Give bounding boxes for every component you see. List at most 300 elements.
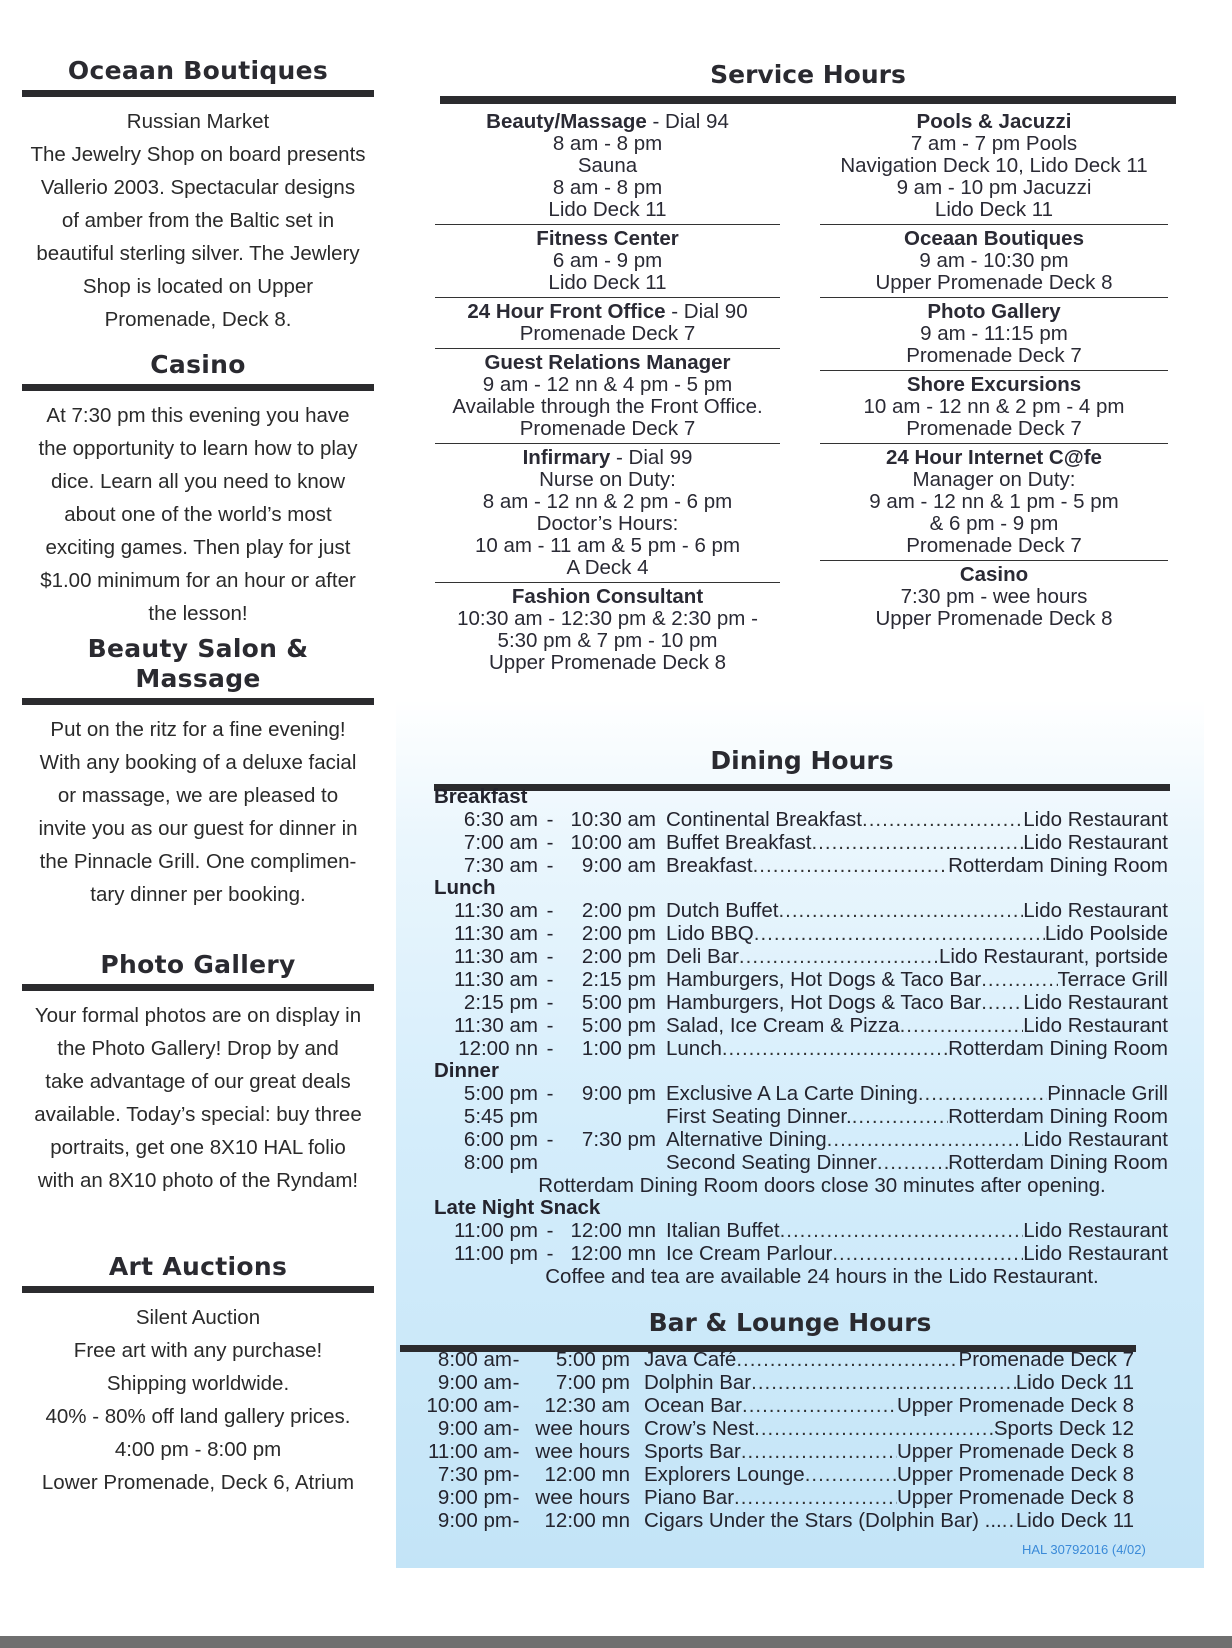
service-line: Nurse on Duty:	[539, 468, 676, 491]
service-line: 9 am - 12 nn & 1 pm - 5 pm	[869, 490, 1119, 513]
time-end: 2:15 pm	[581, 968, 656, 991]
service-dial: - Dial 94	[646, 110, 729, 133]
time-start: 11:30 am	[454, 968, 538, 991]
time-dash: -	[546, 1219, 554, 1242]
body-line: dice. Learn all you need to know	[50, 470, 346, 493]
time-dash: -	[546, 922, 554, 945]
service-line: 8 am - 12 nn & 2 pm - 6 pm	[482, 490, 733, 513]
venue-location: Lido Restaurant	[1023, 808, 1168, 831]
time-start: 6:00 pm	[463, 1128, 538, 1151]
time-start: 12:00 nn	[458, 1037, 538, 1060]
venue-location: Upper Promenade Deck 8	[896, 1394, 1134, 1417]
section-casino	[22, 350, 374, 630]
service-heading	[820, 111, 1168, 133]
service-name: Guest Relations Manager	[484, 351, 731, 374]
body-line: With any booking of a deluxe facial	[39, 751, 357, 774]
time-end: wee hours	[535, 1440, 630, 1463]
section-title: Beauty Salon & Massage	[22, 634, 374, 705]
schedule-row	[434, 991, 1170, 1014]
time-dash: -	[512, 1394, 520, 1417]
venue-name: Continental Breakfast	[666, 808, 863, 831]
service-line: 6 am - 9 pm	[552, 249, 663, 272]
dot-leader	[722, 1037, 948, 1060]
service-line: 7 am - 7 pm Pools	[910, 132, 1078, 155]
schedule-row	[434, 808, 1170, 831]
section-body	[22, 1301, 374, 1499]
venue-name: Second Seating Dinner	[666, 1151, 877, 1174]
time-end: 9:00 pm	[581, 1082, 656, 1105]
scan-edge	[0, 1636, 1232, 1648]
venue-location: Lido Deck 11	[1015, 1509, 1134, 1532]
time-end: 5:00 pm	[581, 991, 656, 1014]
time-end: 5:00 pm	[555, 1348, 630, 1371]
venue-entry	[666, 808, 1168, 831]
service-line: 9 am - 12 nn & 4 pm - 5 pm	[482, 373, 733, 396]
time-dash: -	[546, 1242, 554, 1265]
time-start: 11:30 am	[454, 899, 538, 922]
service-block	[820, 444, 1168, 561]
dot-leader	[754, 1417, 994, 1440]
time-end: 2:00 pm	[581, 922, 656, 945]
service-hours-rule	[440, 96, 1176, 104]
service-block	[435, 108, 780, 225]
service-heading	[435, 352, 780, 374]
body-line: about one of the world’s most	[64, 503, 332, 526]
venue-name: Italian Buffet	[666, 1219, 780, 1242]
venue-location: Lido Restaurant	[1023, 1242, 1168, 1265]
venue-entry	[666, 899, 1168, 922]
venue-name: Explorers Lounge	[644, 1463, 805, 1486]
time-start: 11:30 am	[454, 1014, 538, 1037]
dot-leader	[736, 1348, 958, 1371]
dining-note: Rotterdam Dining Room doors close 30 minutes after opening.	[538, 1174, 1106, 1197]
body-line: the lesson!	[148, 602, 248, 625]
body-line: Your formal photos are on display in	[34, 1004, 362, 1027]
venue-entry	[666, 945, 1168, 968]
time-start: 7:30 am	[463, 854, 538, 877]
time-start: 8:00 am	[437, 1348, 512, 1371]
section-art-auctions	[22, 1252, 374, 1499]
schedule-row	[400, 1417, 1136, 1440]
venue-location: Promenade Deck 7	[958, 1348, 1134, 1371]
section-title: Photo Gallery	[22, 950, 374, 991]
time-start: 9:00 am	[437, 1417, 512, 1440]
venue-entry	[644, 1348, 1134, 1371]
time-dash: -	[546, 1128, 554, 1151]
dot-leader	[754, 922, 1045, 945]
time-end: 9:00 am	[581, 854, 656, 877]
schedule-row	[434, 854, 1170, 877]
body-line: the opportunity to learn how to play	[38, 437, 358, 460]
dot-leader	[778, 899, 1023, 922]
body-line: 40% - 80% off land gallery prices.	[45, 1405, 351, 1428]
venue-name: Deli Bar	[666, 945, 739, 968]
service-name: Shore Excursions	[906, 373, 1082, 396]
service-line: 5:30 pm & 7 pm - 10 pm	[497, 629, 718, 652]
time-dash: -	[546, 899, 554, 922]
service-line: Promenade Deck 7	[519, 417, 696, 440]
bar-table	[400, 1348, 1136, 1532]
service-line: Promenade Deck 7	[906, 417, 1082, 440]
time-dash: -	[512, 1348, 520, 1371]
service-line: Upper Promenade Deck 8	[875, 271, 1113, 294]
body-line: At 7:30 pm this evening you have	[46, 404, 350, 427]
time-end: 1:00 pm	[581, 1037, 656, 1060]
venue-location: Rotterdam Dining Room	[948, 854, 1168, 877]
time-start: 2:15 pm	[463, 991, 538, 1014]
venue-name: Exclusive A La Carte Dining	[666, 1082, 918, 1105]
time-start: 7:00 am	[463, 831, 538, 854]
service-block	[820, 108, 1168, 225]
service-line: Upper Promenade Deck 8	[488, 651, 726, 674]
time-end: 7:30 pm	[581, 1128, 656, 1151]
service-line: Lido Deck 11	[548, 198, 667, 221]
venue-location: Upper Promenade Deck 8	[896, 1486, 1134, 1509]
venue-name: Lido BBQ	[666, 922, 754, 945]
venue-name: Ocean Bar	[644, 1394, 742, 1417]
service-hours-title: Service Hours	[710, 60, 906, 89]
dining-table	[434, 786, 1170, 1288]
time-end: 2:00 pm	[581, 945, 656, 968]
section-title: Casino	[22, 350, 374, 391]
body-line: with an 8X10 photo of the Ryndam!	[37, 1169, 359, 1192]
venue-entry	[666, 1105, 1168, 1128]
venue-location: Lido Restaurant	[1023, 831, 1168, 854]
service-line: Lido Deck 11	[548, 271, 667, 294]
venue-name: Buffet Breakfast	[666, 831, 812, 854]
section-body	[22, 399, 374, 630]
body-line: Promenade, Deck 8.	[104, 308, 292, 331]
service-name: Oceaan Boutiques	[904, 227, 1084, 250]
time-dash: -	[546, 808, 554, 831]
schedule-row	[434, 1105, 1170, 1128]
service-line: 9 am - 10:30 pm	[919, 249, 1069, 272]
meal-category: Dinner	[434, 1059, 499, 1082]
service-line: Sauna	[577, 154, 638, 177]
schedule-row	[434, 1219, 1170, 1242]
venue-name: Crow’s Nest	[644, 1417, 755, 1440]
section-body	[22, 999, 374, 1197]
schedule-row	[434, 945, 1170, 968]
service-line: Promenade Deck 7	[519, 322, 696, 345]
dot-leader	[751, 1371, 1016, 1394]
service-name: Beauty/Massage	[486, 110, 647, 133]
venue-entry	[666, 1082, 1168, 1105]
service-heading	[820, 447, 1168, 469]
time-dash: -	[546, 968, 554, 991]
venue-location: Lido Restaurant	[1023, 899, 1168, 922]
dot-leader	[734, 1486, 897, 1509]
service-name: Fashion Consultant	[511, 585, 704, 608]
body-line: invite you as our guest for dinner in	[38, 817, 358, 840]
dining-hours-title: Dining Hours	[710, 746, 894, 775]
venue-entry	[666, 831, 1168, 854]
dot-leader	[862, 808, 1023, 831]
time-start: 8:00 pm	[463, 1151, 538, 1174]
section-body	[22, 713, 374, 911]
service-line: 10:30 am - 12:30 pm & 2:30 pm -	[457, 607, 758, 630]
time-dash: -	[512, 1486, 520, 1509]
venue-location: Lido Deck 11	[1015, 1371, 1134, 1394]
service-line: Lido Deck 11	[934, 198, 1054, 221]
schedule-row	[434, 1037, 1170, 1060]
service-name: 24 Hour Front Office	[467, 300, 666, 323]
service-column-right	[820, 108, 1168, 633]
service-line: A Deck 4	[566, 556, 649, 579]
time-start: 6:30 am	[463, 808, 538, 831]
venue-entry	[666, 1151, 1168, 1174]
venue-entry	[666, 1014, 1168, 1037]
schedule-row	[400, 1394, 1136, 1417]
time-end: 12:00 mn	[544, 1509, 630, 1532]
time-end: 7:00 pm	[555, 1371, 630, 1394]
schedule-row	[434, 831, 1170, 854]
body-line: or massage, we are pleased to	[57, 784, 339, 807]
venue-location: Upper Promenade Deck 8	[896, 1440, 1134, 1463]
time-end: 12:00 mn	[544, 1463, 630, 1486]
venue-location: Lido Restaurant	[1023, 991, 1168, 1014]
service-block	[820, 561, 1168, 633]
service-heading	[435, 586, 780, 608]
meal-category: Breakfast	[434, 785, 528, 808]
service-block	[435, 583, 780, 677]
time-start: 5:45 pm	[463, 1105, 538, 1128]
service-name: Casino	[959, 563, 1029, 586]
venue-location: Lido Poolside	[1044, 922, 1168, 945]
schedule-row	[434, 1128, 1170, 1151]
service-block	[820, 371, 1168, 444]
schedule-row	[400, 1348, 1136, 1371]
schedule-row	[434, 968, 1170, 991]
service-heading	[435, 111, 780, 133]
venue-entry	[666, 1219, 1168, 1242]
time-end: 10:00 am	[570, 831, 656, 854]
dining-note: Coffee and tea are available 24 hours in the Lido Restaurant.	[545, 1265, 1099, 1288]
venue-name: Java Café	[644, 1348, 737, 1371]
dot-leader	[852, 1105, 948, 1128]
schedule-row	[400, 1440, 1136, 1463]
schedule-row	[434, 1014, 1170, 1037]
venue-name: First Seating Dinner.	[666, 1105, 852, 1128]
venue-name: Dolphin Bar	[644, 1371, 752, 1394]
dot-leader	[753, 854, 948, 877]
body-line: of amber from the Baltic set in	[61, 209, 335, 232]
form-code: HAL 30792016 (4/02)	[1022, 1542, 1146, 1557]
venue-location: Lido Restaurant, portside	[938, 945, 1168, 968]
schedule-row	[400, 1371, 1136, 1394]
venue-location: Rotterdam Dining Room	[948, 1037, 1168, 1060]
time-start: 9:00 pm	[437, 1509, 512, 1532]
venue-entry	[666, 1037, 1168, 1060]
body-line: Shop is located on Upper	[82, 275, 314, 298]
venue-location: Terrace Grill	[1057, 968, 1168, 991]
service-line: & 6 pm - 9 pm	[929, 512, 1059, 535]
service-heading	[820, 564, 1168, 586]
service-line: 10 am - 11 am & 5 pm - 6 pm	[474, 534, 741, 557]
dot-leader	[918, 1082, 1047, 1105]
venue-location: Pinnacle Grill	[1047, 1082, 1168, 1105]
dot-leader	[780, 1219, 1024, 1242]
venue-entry	[666, 1242, 1168, 1265]
service-block	[820, 225, 1168, 298]
body-line: Silent Auction	[135, 1306, 261, 1329]
body-line: $1.00 minimum for an hour or after	[40, 569, 356, 592]
time-start: 9:00 am	[437, 1371, 512, 1394]
service-heading	[820, 374, 1168, 396]
service-line: Manager on Duty:	[912, 468, 1076, 491]
service-name: Fitness Center	[536, 227, 679, 250]
time-dash: -	[512, 1509, 520, 1532]
body-line: Shipping worldwide.	[106, 1372, 290, 1395]
time-start: 9:00 pm	[437, 1486, 512, 1509]
time-start: 11:00 pm	[454, 1242, 538, 1265]
body-line: Vallerio 2003. Spectacular designs	[40, 176, 356, 199]
service-line: 9 am - 11:15 pm	[920, 322, 1068, 345]
venue-entry	[644, 1463, 1134, 1486]
venue-name: Lunch	[666, 1037, 722, 1060]
time-dash: -	[546, 831, 554, 854]
section-body	[22, 105, 374, 336]
time-dash: -	[512, 1463, 520, 1486]
body-line: Lower Promenade, Deck 6, Atrium	[41, 1471, 355, 1494]
venue-location: Lido Restaurant	[1023, 1219, 1168, 1242]
service-line: 9 am - 10 pm Jacuzzi	[896, 176, 1092, 199]
service-line: Promenade Deck 7	[906, 534, 1082, 557]
time-end: 5:00 pm	[581, 1014, 656, 1037]
time-dash: -	[546, 1014, 554, 1037]
venue-entry	[666, 991, 1168, 1014]
body-line: Put on the ritz for a fine evening!	[50, 718, 346, 741]
body-line: portraits, get one 8X10 HAL folio	[50, 1136, 346, 1159]
venue-location: Lido Restaurant	[1023, 1128, 1168, 1151]
dot-leader	[811, 831, 1023, 854]
venue-location: Upper Promenade Deck 8	[896, 1463, 1134, 1486]
venue-entry	[644, 1440, 1134, 1463]
dot-leader	[741, 1440, 897, 1463]
dot-leader	[739, 945, 939, 968]
section-title: Oceaan Boutiques	[22, 56, 374, 97]
service-line: Navigation Deck 10, Lido Deck 11	[840, 154, 1148, 177]
time-start: 11:00 am	[428, 1440, 512, 1463]
meal-category: Late Night Snack	[434, 1196, 601, 1219]
venue-name: Dutch Buffet	[666, 899, 779, 922]
dot-leader	[981, 991, 1023, 1014]
service-name: Photo Gallery	[927, 300, 1061, 323]
dot-leader	[1002, 1509, 1016, 1532]
venue-name: Breakfast	[666, 854, 753, 877]
service-name: Infirmary	[522, 446, 611, 469]
time-dash: -	[546, 945, 554, 968]
meal-category: Lunch	[434, 876, 496, 899]
time-dash: -	[546, 991, 554, 1014]
schedule-row	[434, 899, 1170, 922]
service-heading	[435, 228, 780, 250]
service-dial: - Dial 99	[610, 446, 693, 469]
schedule-row	[434, 922, 1170, 945]
schedule-row	[434, 1082, 1170, 1105]
service-name: 24 Hour Internet C@fe	[886, 446, 1102, 469]
venue-name: Sports Bar	[644, 1440, 741, 1463]
service-column-left	[435, 108, 780, 677]
time-dash: -	[512, 1440, 520, 1463]
service-line: Promenade Deck 7	[906, 344, 1082, 367]
service-name: Pools & Jacuzzi	[916, 110, 1072, 133]
service-dial: - Dial 90	[665, 300, 748, 323]
body-line: beautiful sterling silver. The Jewlery	[36, 242, 360, 265]
service-block	[435, 444, 780, 583]
schedule-row	[400, 1463, 1136, 1486]
service-block	[435, 298, 780, 349]
time-end: 12:30 am	[544, 1394, 630, 1417]
service-heading	[820, 301, 1168, 323]
dot-leader	[877, 1151, 948, 1174]
service-line: 7:30 pm - wee hours	[900, 585, 1088, 608]
service-block	[435, 225, 780, 298]
time-end: 10:30 am	[570, 808, 656, 831]
body-line: The Jewelry Shop on board presents	[30, 143, 366, 166]
body-line: tary dinner per booking.	[90, 883, 306, 906]
venue-location: Rotterdam Dining Room	[948, 1151, 1168, 1174]
body-line: take advantage of our great deals	[45, 1070, 351, 1093]
body-line: 4:00 pm - 8:00 pm	[114, 1438, 282, 1461]
dot-leader	[981, 968, 1057, 991]
section-photo-gallery	[22, 950, 374, 1197]
service-line: 8 am - 8 pm	[552, 176, 663, 199]
venue-location: Rotterdam Dining Room	[948, 1105, 1168, 1128]
dot-leader	[832, 1242, 1023, 1265]
service-heading	[435, 447, 780, 469]
time-dash: -	[512, 1371, 520, 1394]
body-line: exciting games. Then play for just	[45, 536, 351, 559]
service-block	[820, 298, 1168, 371]
dot-leader	[827, 1128, 1024, 1151]
body-line: available. Today’s special: buy three	[34, 1103, 362, 1126]
body-line: Russian Market	[126, 110, 270, 133]
dot-leader	[805, 1463, 897, 1486]
venue-name: Piano Bar	[644, 1486, 735, 1509]
time-end: 12:00 mn	[570, 1242, 656, 1265]
time-start: 11:30 am	[454, 922, 538, 945]
schedule-row	[400, 1486, 1136, 1509]
schedule-row	[400, 1509, 1136, 1532]
venue-entry	[644, 1394, 1134, 1417]
venue-name: Alternative Dining	[666, 1128, 827, 1151]
time-end: 12:00 mn	[570, 1219, 656, 1242]
venue-name: Hamburgers, Hot Dogs & Taco Bar	[666, 968, 982, 991]
venue-name: Ice Cream Parlour	[666, 1242, 833, 1265]
venue-entry	[644, 1371, 1134, 1394]
venue-name: Salad, Ice Cream & Pizza	[666, 1014, 900, 1037]
venue-entry	[644, 1509, 1134, 1532]
body-line: the Photo Gallery! Drop by and	[57, 1037, 339, 1060]
service-line: Available through the Front Office.	[452, 395, 763, 418]
time-start: 5:00 pm	[463, 1082, 538, 1105]
venue-name: Cigars Under the Stars (Dolphin Bar) ...	[644, 1509, 1002, 1532]
section-title: Art Auctions	[22, 1252, 374, 1293]
time-end: wee hours	[535, 1417, 630, 1440]
time-end: wee hours	[535, 1486, 630, 1509]
venue-name: Hamburgers, Hot Dogs & Taco Bar	[666, 991, 982, 1014]
time-start: 7:30 pm	[437, 1463, 512, 1486]
time-start: 11:30 am	[454, 945, 538, 968]
body-line: the Pinnacle Grill. One complimen-	[39, 850, 357, 873]
service-line: Upper Promenade Deck 8	[875, 607, 1113, 630]
venue-entry	[644, 1486, 1134, 1509]
section-oceaan-boutiques	[22, 56, 374, 336]
venue-entry	[666, 1128, 1168, 1151]
service-block	[435, 349, 780, 444]
time-start: 11:00 pm	[454, 1219, 538, 1242]
